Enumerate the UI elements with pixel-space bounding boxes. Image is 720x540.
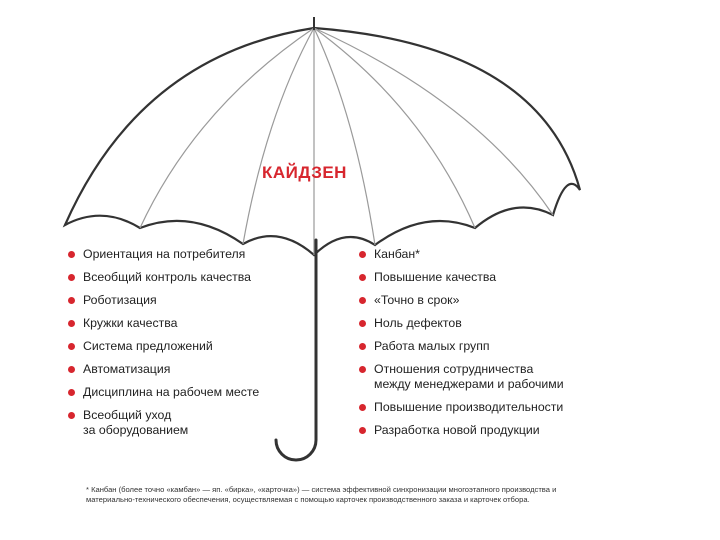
- list-item: [359, 293, 459, 308]
- list-item-label: Автоматизация: [83, 362, 171, 376]
- list-item-label: Кружки качества: [83, 316, 178, 330]
- list-item-label: Всеобщий уход: [83, 408, 172, 422]
- bullet-icon: [359, 274, 366, 281]
- bullet-icon: [68, 389, 75, 396]
- list-item-label: Повышение производительности: [374, 400, 564, 414]
- bullet-icon: [68, 320, 75, 327]
- bullet-icon: [68, 343, 75, 350]
- list-item: [359, 316, 462, 331]
- list-item-label: Система предложений: [83, 339, 213, 353]
- list-item: [359, 362, 564, 392]
- list-item-label: Канбан*: [374, 247, 420, 261]
- list-item-label: Повышение качества: [374, 270, 497, 284]
- list-item: [359, 400, 563, 415]
- list-item: [68, 247, 245, 262]
- list-item-label: Работа малых групп: [374, 339, 490, 353]
- bullet-icon: [359, 343, 366, 350]
- umbrella-handle: [276, 240, 316, 460]
- list-item: [68, 316, 178, 331]
- list-item: [359, 270, 496, 285]
- list-item: [359, 339, 490, 354]
- list-item: [359, 423, 540, 438]
- list-item-label: Ноль дефектов: [374, 316, 462, 330]
- bullet-icon: [68, 274, 75, 281]
- diagram-title: КАЙДЗЕН: [262, 163, 347, 182]
- list-item-label: Ориентация на потребителя: [83, 247, 246, 261]
- bullet-icon: [359, 427, 366, 434]
- bullet-icon: [359, 320, 366, 327]
- bullet-icon: [68, 412, 75, 419]
- list-item-label-continued: за оборудованием: [83, 423, 189, 437]
- list-item-label: Отношения сотрудничества: [374, 362, 534, 376]
- list-item-label: «Точно в срок»: [374, 293, 460, 307]
- bullet-icon: [359, 366, 366, 373]
- list-item: [68, 339, 213, 354]
- umbrella-canopy: [65, 28, 580, 255]
- bullet-icon: [359, 297, 366, 304]
- list-item-label: Роботизация: [83, 293, 157, 307]
- canopy-outline: [65, 28, 580, 255]
- bullet-icon: [359, 404, 366, 411]
- list-item: [68, 293, 157, 308]
- list-item-label-continued: между менеджерами и рабочими: [374, 377, 564, 391]
- list-item: [68, 270, 251, 285]
- list-item: [359, 247, 420, 262]
- list-item-label: Дисциплина на рабочем месте: [83, 385, 260, 399]
- list-item: [68, 385, 259, 400]
- list-item: [68, 408, 188, 438]
- bullet-icon: [68, 297, 75, 304]
- list-item: [68, 362, 170, 377]
- bullet-icon: [68, 366, 75, 373]
- list-item-label: Всеобщий контроль качества: [83, 270, 252, 284]
- list-item-label: Разработка новой продукции: [374, 423, 540, 437]
- bullet-icon: [359, 251, 366, 258]
- footnote: * Канбан (более точно «камбан» — яп. «бирка», «карточка») — система эффективной синхронизации многоэтапного производства и материально-технического обеспечения, осуществляемая с помощью карточек производственного заказа и карточек отбора.: [86, 485, 557, 504]
- bullet-icon: [68, 251, 75, 258]
